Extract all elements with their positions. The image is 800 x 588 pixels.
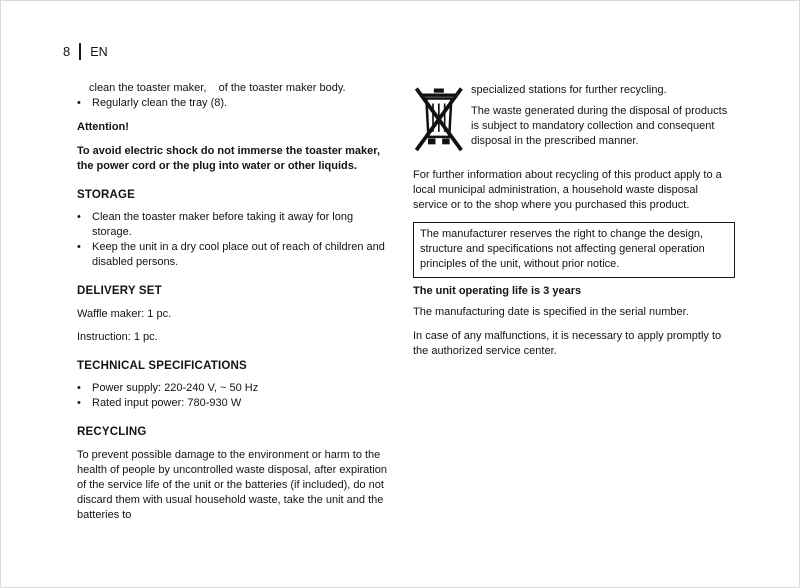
storage-heading: STORAGE [77,188,136,201]
recycling-info-paragraph: For further information about recycling of this product apply to a local municipal administration, a household waste disposal service or to the shop where you purchased this product. [413,169,722,211]
bullet-icon: • [77,211,81,224]
page-number: 8 [63,44,71,59]
storage-item-1: Clean the toaster maker before taking it away for long storage. [92,211,354,239]
spec-rated-power: Rated input power: 780-930 W [92,397,242,410]
attention-body: To avoid electric shock do not immerse the toaster maker, the power cord or the plug into water or other liquids. [77,144,381,172]
list-item [77,240,389,270]
spec-power-supply: Power supply: 220-240 V, ~ 50 Hz [92,382,259,395]
page-columns [77,81,735,523]
header-divider [79,43,81,60]
operating-life-text: The unit operating life is 3 years [413,284,582,297]
recycling-continuation: specialized stations for further recycling. [471,84,667,96]
cleaning-continuation-text: clean the toaster maker, of the toaster maker body. [89,82,346,94]
attention-title: Attention! [77,120,129,133]
delivery-line-1: Waffle maker: 1 pc. [77,307,172,320]
bullet-icon: • [77,96,81,109]
list-item [77,396,389,411]
list-item [77,381,389,396]
storage-item-2: Keep the unit in a dry cool place out of reach of children and disabled persons. [92,241,385,269]
weee-section [413,81,735,164]
weee-crossed-out-bin-icon [413,81,471,164]
left-column [77,81,389,523]
delivery-line-2: Instruction: 1 pc. [77,330,158,343]
bullet-icon: • [77,397,81,410]
manufacturer-disclaimer-text: The manufacturer reserves the right to change the design, structure and specifications not affecting general operation principles of the unit, without prior notice. [420,227,705,270]
delivery-set-heading: DELIVERY SET [77,285,162,298]
malfunctions-text: In case of any malfunctions, it is necessary to apply promptly to the authorized service center. [413,329,722,357]
list-item [77,96,389,111]
waste-disposal-paragraph: The waste generated during the disposal of products is subject to mandatory collection and consequent disposal in the prescribed manner. [471,104,728,147]
weee-adjacent-text [471,81,735,149]
manufacturer-disclaimer-box [413,222,735,278]
list-item [77,210,389,240]
bullet-icon: • [77,382,81,395]
page-language: EN [90,44,108,59]
manufacturing-date-text: The manufacturing date is specified in the serial number. [413,305,689,318]
technical-specifications-heading: TECHNICAL SPECIFICATIONS [77,359,247,372]
right-column [413,81,735,523]
recycling-body: To prevent possible damage to the environment or harm to the health of people by uncontrolled waste disposal, after expiration of the service life of the unit or the batteries (if included), do not discard them with usual household waste, take the unit and the batteries to [77,448,388,521]
page-header [63,43,108,60]
recycling-heading: RECYCLING [77,426,147,439]
clean-tray-text: Regularly clean the tray (8). [92,96,228,109]
bullet-icon: • [77,241,81,254]
